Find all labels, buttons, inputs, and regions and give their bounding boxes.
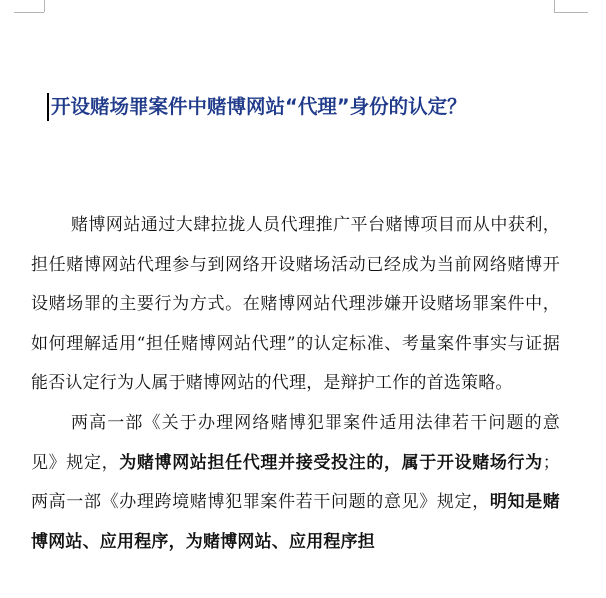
- crop-mark-top-right-vertical: [554, 0, 555, 12]
- crop-mark-top-right: [554, 12, 588, 13]
- paragraph-2-text-1: 两高一部《关于办理网络赌博犯罪案件适用法律若干问题的意见》规定，: [31, 412, 560, 473]
- paragraph-2-text-2: ；两高一部《办理跨境赌博犯罪案件若干问题的意见》规定，: [31, 452, 560, 513]
- text-cursor: [47, 93, 49, 121]
- document-title[interactable]: 开设赌场罪案件中赌博网站“代理”身份的认定？: [51, 95, 467, 118]
- paragraph-2-bold-1: 为赌博网站担任代理并接受投注的，属于开设赌场行为: [119, 452, 543, 473]
- paragraph-2-bold-2: 明知是赌博网站、应用程序，为赌博网站、应用程序担: [31, 492, 560, 552]
- crop-mark-top-left: [14, 12, 44, 13]
- paragraph-2[interactable]: [31, 404, 560, 562]
- document-body[interactable]: [31, 206, 560, 562]
- crop-mark-top-left-vertical: [44, 0, 45, 12]
- paragraph-1[interactable]: 赌博网站通过大肆拉拢人员代理推广平台赌博项目而从中获利，担任赌博网站代理参与到网络开设赌场活动已经成为当前网络赌博开设赌场罪的主要行为方式。在赌博网站代理涉嫌开设赌场罪案件中，如何理解适用“担任赌博网站代理”的认定标准、考量案件事实与证据能否认定行为人属于赌博网站的代理，是辩护工作的首选策略。: [31, 215, 560, 394]
